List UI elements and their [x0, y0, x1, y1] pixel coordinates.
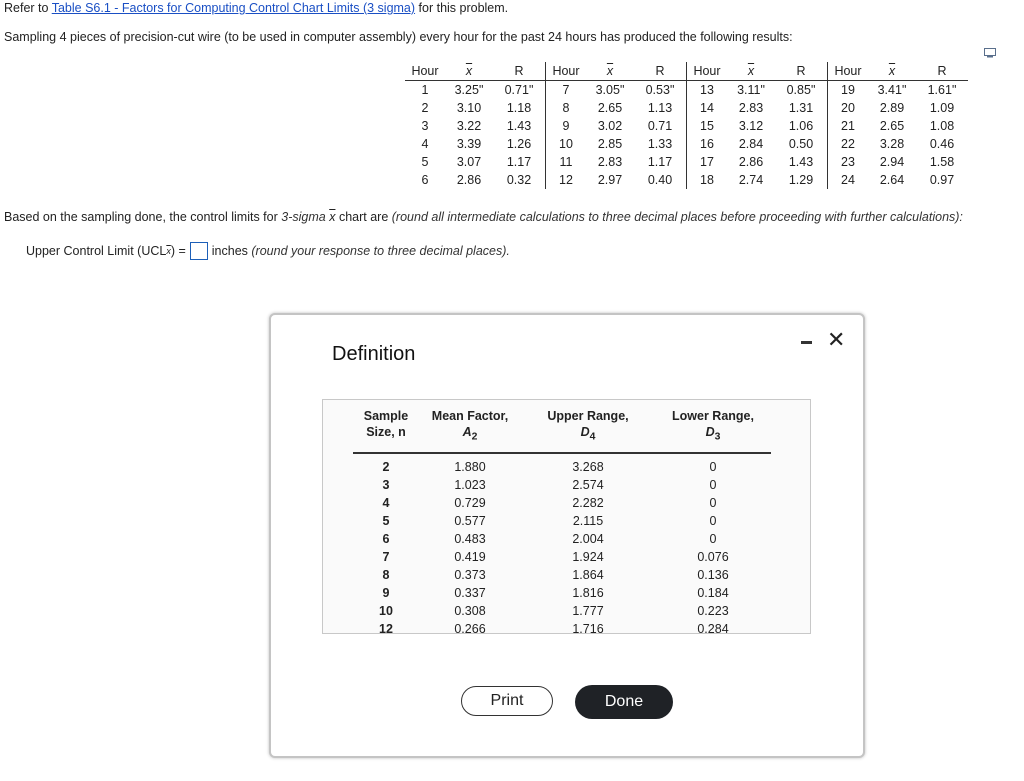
table-row [405, 81, 968, 100]
hour-cell: 13 [687, 81, 728, 100]
range-cell: 0.32 [506, 173, 532, 187]
table-row [353, 620, 771, 638]
d4-cell: 2.004 [572, 531, 604, 546]
range-cell: 0.97 [929, 173, 955, 187]
d4-cell: 1.864 [572, 567, 604, 582]
table-row [353, 512, 771, 530]
range-cell: 1.06 [788, 119, 814, 133]
rounding-instruction: (round all intermediate calculations to three decimal places before proceeding with further calculations): [391, 210, 963, 224]
dialog-title: Definition [332, 343, 416, 365]
range-cell: 1.43 [788, 155, 814, 169]
xbar-cell: 2.83 [597, 155, 623, 169]
col-lower-range [655, 408, 771, 453]
minimize-icon[interactable] [801, 341, 812, 344]
col-header-r: R [916, 62, 968, 81]
range-cell: 1.09 [929, 101, 955, 115]
a2-cell: 0.266 [454, 621, 486, 636]
problem-intro: Sampling 4 pieces of precision-cut wire (to be used in computer assembly) every hour for the past 24 hours has produced the following results: [4, 30, 793, 44]
sample-size-cell: 5 [382, 513, 390, 528]
ucl-units: inches [211, 244, 248, 258]
hour-cell: 1 [421, 83, 429, 97]
header-subscript: 4 [589, 431, 596, 443]
table-row [353, 453, 771, 476]
xbar-cell: 3.11" [737, 83, 765, 97]
col-header-xbar: $\overline{x}$ [727, 62, 775, 81]
hour-cell: 10 [546, 135, 587, 153]
sample-size-cell: 6 [382, 531, 390, 546]
col-header-hour: Hour [828, 62, 869, 81]
col-header-hour: Hour [546, 62, 587, 81]
header-subscript: 3 [714, 431, 721, 443]
range-cell: 0.71 [647, 119, 673, 133]
a2-cell: 0.308 [454, 603, 486, 618]
range-cell: 1.58 [929, 155, 955, 169]
xbar-cell: 3.05" [595, 83, 625, 97]
header-text: Lower Range, [672, 409, 754, 423]
d4-cell: 2.574 [572, 477, 604, 492]
hour-cell: 22 [828, 135, 869, 153]
table-row [353, 476, 771, 494]
sample-size-cell: 2 [382, 459, 390, 474]
header-symbol: D [705, 425, 715, 439]
xbar-cell: 3.10 [456, 101, 482, 115]
a2-cell: 1.023 [454, 477, 486, 492]
range-cell: 0.85" [786, 83, 816, 97]
ucl-answer-input[interactable] [190, 242, 208, 260]
range-cell: 1.17 [647, 155, 673, 169]
d4-cell: 2.115 [572, 513, 604, 528]
d4-cell: 1.777 [572, 603, 604, 618]
table-row [353, 584, 771, 602]
table-row [353, 548, 771, 566]
factors-table-panel [322, 399, 811, 634]
range-cell: 1.61" [927, 83, 957, 97]
ucl-hint: (round your response to three decimal places). [251, 244, 510, 258]
table-row [405, 171, 968, 189]
hour-cell: 9 [546, 117, 587, 135]
ucl-question [26, 242, 510, 260]
xbar-cell: 2.86 [738, 155, 764, 169]
hour-cell: 21 [828, 117, 869, 135]
table-row [405, 135, 968, 153]
d3-cell: 0 [709, 477, 717, 492]
xbar-cell: 3.41" [877, 83, 907, 97]
d3-cell: 0.136 [697, 567, 729, 582]
range-cell: 1.33 [647, 137, 673, 151]
d3-cell: 0.284 [697, 621, 729, 636]
xbar-cell: 2.65 [879, 119, 905, 133]
range-cell: 1.08 [929, 119, 955, 133]
xbar-cell: 3.22 [456, 119, 482, 133]
a2-cell: 0.419 [454, 549, 486, 564]
xbar-cell: 2.83 [738, 101, 764, 115]
hour-cell: 6 [421, 173, 429, 187]
a2-cell: 0.373 [454, 567, 486, 582]
hour-cell: 15 [687, 117, 728, 135]
header-symbol: A [462, 425, 472, 439]
xbar-symbol: $\overline{x}$ [329, 210, 336, 224]
ucl-label: Upper Control Limit (UCL [26, 244, 167, 258]
a2-cell: 0.577 [454, 513, 486, 528]
table-row [405, 153, 968, 171]
hour-cell: 8 [546, 99, 587, 117]
reference-line [4, 1, 508, 15]
hour-cell: 4 [421, 137, 429, 151]
d3-cell: 0.223 [697, 603, 729, 618]
col-header-xbar: $\overline{x}$ [868, 62, 916, 81]
range-cell: 1.26 [506, 137, 532, 151]
a2-cell: 0.483 [454, 531, 486, 546]
table-s6-1-link[interactable]: Table S6.1 - Factors for Computing Control Chart Limits (3 sigma) [51, 1, 416, 15]
sample-size-cell: 4 [382, 495, 390, 510]
expand-icon[interactable] [984, 48, 996, 58]
col-header-hour: Hour [687, 62, 728, 81]
table-row [353, 494, 771, 512]
definition-dialog [269, 313, 865, 758]
col-header-r: R [493, 62, 546, 81]
hour-cell: 11 [546, 153, 587, 171]
sample-size-cell: 8 [382, 567, 390, 582]
range-cell: 1.17 [506, 155, 532, 169]
hour-cell: 20 [828, 99, 869, 117]
sample-size-cell: 7 [382, 549, 390, 564]
range-cell: 0.53" [645, 83, 675, 97]
sample-size-cell: 12 [379, 621, 393, 636]
xbar-cell: 3.39 [456, 137, 482, 151]
xbar-cell: 3.07 [456, 155, 482, 169]
xbar-cell: 2.65 [597, 101, 623, 115]
hour-cell: 23 [828, 153, 869, 171]
xbar-cell: 3.25" [454, 83, 484, 97]
based-mid: chart are [338, 210, 389, 224]
col-mean-factor [419, 408, 521, 453]
ucl-subscript: $\overline{x}$ [166, 246, 171, 256]
sample-data-table [405, 62, 968, 189]
col-header-xbar: $\overline{x}$ [445, 62, 493, 81]
close-icon[interactable]: ✕ [827, 327, 846, 352]
hour-cell: 17 [687, 153, 728, 171]
table-row [353, 566, 771, 584]
factors-table [353, 408, 771, 638]
col-header-hour: Hour [405, 62, 445, 81]
range-cell: 0.40 [647, 173, 673, 187]
based-on-line [4, 210, 963, 224]
range-cell: 1.31 [788, 101, 814, 115]
xbar-cell: 2.89 [879, 101, 905, 115]
xbar-cell: 2.85 [597, 137, 623, 151]
d3-cell: 0 [709, 513, 717, 528]
xbar-cell: 2.97 [597, 173, 623, 187]
d4-cell: 3.268 [572, 459, 604, 474]
hour-cell: 14 [687, 99, 728, 117]
sample-size-cell: 3 [382, 477, 390, 492]
range-cell: 0.71" [504, 83, 534, 97]
d4-cell: 1.924 [572, 549, 604, 564]
sigma-text: 3-sigma [281, 210, 326, 224]
header-symbol: D [580, 425, 590, 439]
header-text: Sample [363, 409, 409, 423]
range-cell: 0.50 [788, 137, 814, 151]
header-text: Upper Range, [547, 409, 629, 423]
a2-cell: 0.337 [454, 585, 486, 600]
a2-cell: 0.729 [454, 495, 486, 510]
range-cell: 1.43 [506, 119, 532, 133]
hour-cell: 16 [687, 135, 728, 153]
d4-cell: 1.816 [572, 585, 604, 600]
table-row [353, 602, 771, 620]
range-cell: 0.46 [929, 137, 955, 151]
table-row [405, 99, 968, 117]
hour-cell: 5 [421, 155, 429, 169]
d3-cell: 0 [709, 495, 717, 510]
table-row [353, 530, 771, 548]
xbar-cell: 2.86 [456, 173, 482, 187]
d3-cell: 0.076 [697, 549, 729, 564]
range-cell: 1.13 [647, 101, 673, 115]
ref-suffix: for this problem. [418, 1, 509, 15]
header-text: Mean Factor, [431, 409, 509, 423]
table-row [405, 117, 968, 135]
header-subscript: 2 [471, 431, 478, 443]
hour-cell: 19 [828, 81, 869, 100]
range-cell: 1.18 [506, 101, 532, 115]
xbar-cell: 2.94 [879, 155, 905, 169]
xbar-cell: 3.28 [879, 137, 905, 151]
d3-cell: 0 [709, 459, 717, 474]
xbar-cell: 2.84 [738, 137, 764, 151]
xbar-cell: 2.74 [738, 173, 764, 187]
d3-cell: 0 [709, 531, 717, 546]
hour-cell: 18 [687, 171, 728, 189]
based-prefix: Based on the sampling done, the control limits for [4, 210, 278, 224]
hour-cell: 7 [546, 81, 587, 100]
sample-size-cell: 10 [379, 603, 393, 618]
d4-cell: 2.282 [572, 495, 604, 510]
col-upper-range [521, 408, 655, 453]
sample-size-cell: 9 [382, 585, 390, 600]
col-header-r: R [634, 62, 687, 81]
xbar-cell: 3.12 [738, 119, 764, 133]
xbar-cell: 3.02 [597, 119, 623, 133]
ucl-equals: ) = [170, 244, 186, 258]
print-button[interactable]: Print [461, 686, 553, 716]
hour-cell: 12 [546, 171, 587, 189]
hour-cell: 24 [828, 171, 869, 189]
hour-cell: 2 [421, 101, 429, 115]
col-header-xbar: $\overline{x}$ [586, 62, 634, 81]
hour-cell: 3 [421, 119, 429, 133]
xbar-cell: 2.64 [879, 173, 905, 187]
ref-prefix: Refer to [4, 1, 49, 15]
done-button[interactable]: Done [575, 685, 673, 719]
col-sample-size [353, 408, 419, 453]
col-header-r: R [775, 62, 828, 81]
a2-cell: 1.880 [454, 459, 486, 474]
header-text: Size, n [366, 425, 406, 439]
d3-cell: 0.184 [697, 585, 729, 600]
d4-cell: 1.716 [572, 621, 604, 636]
range-cell: 1.29 [788, 173, 814, 187]
